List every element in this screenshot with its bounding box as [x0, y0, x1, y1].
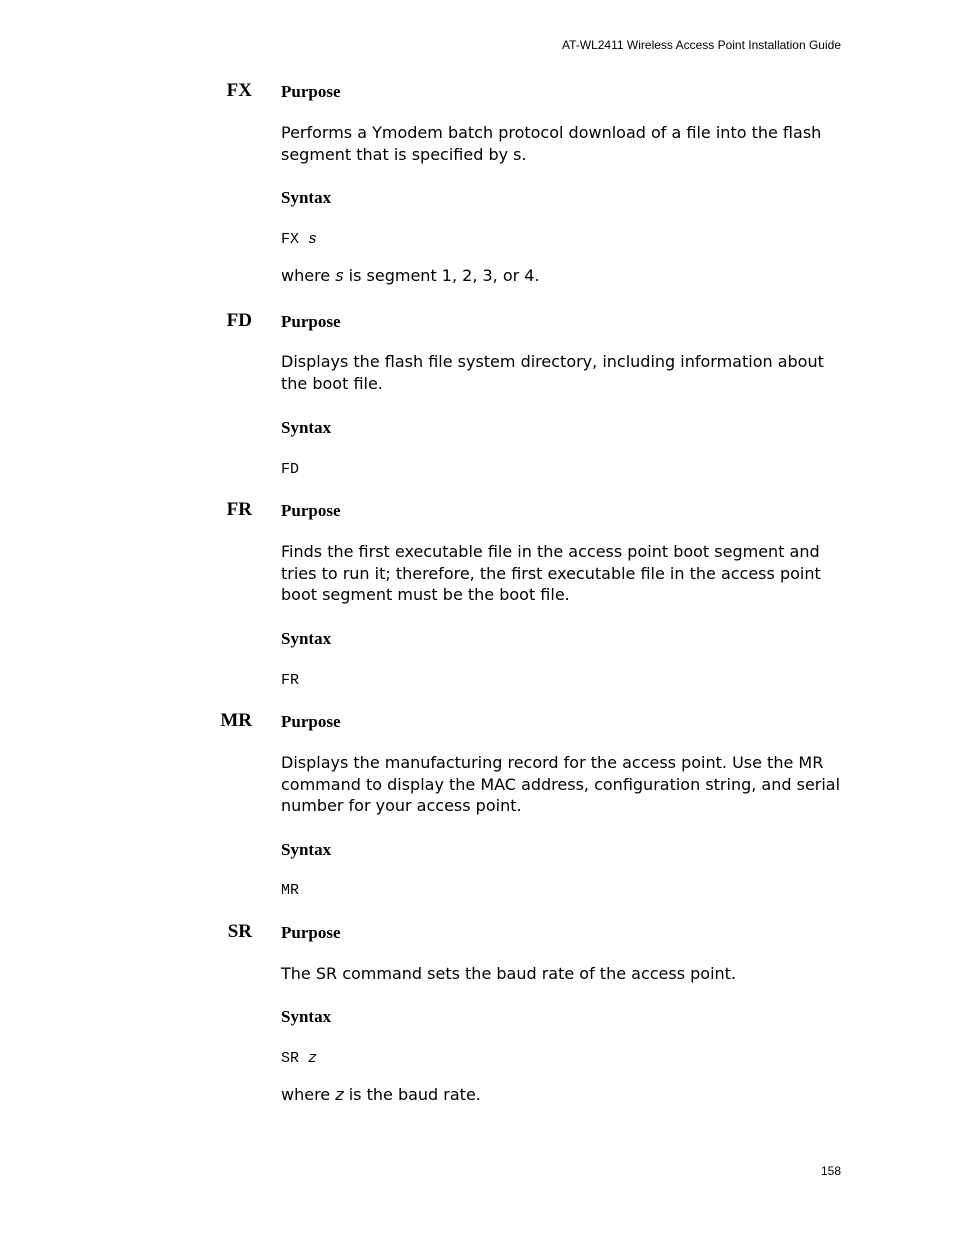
- syntax-command: FX: [281, 231, 300, 248]
- command-label-fr: FR: [226, 499, 252, 520]
- purpose-text: Performs a Ymodem batch protocol download of a file into the flash segment that is specified by s.: [281, 123, 822, 164]
- command-label-fd: FD: [226, 310, 252, 331]
- syntax-argument: s: [308, 231, 318, 248]
- syntax-command: SR: [281, 1050, 300, 1067]
- note-suffix: is the baud rate.: [343, 1085, 481, 1104]
- purpose-text: Finds the first executable file in the access point boot segment and tries to run it; therefore, the first executable file in the access point boot segment must be the boot file.: [281, 542, 821, 604]
- purpose-text: Displays the flash file system directory, including information about the boot file.: [281, 352, 824, 393]
- syntax-code: [281, 882, 299, 899]
- syntax-code: [281, 672, 299, 689]
- syntax-command: FD: [281, 461, 300, 478]
- command-label-sr: SR: [227, 921, 252, 942]
- purpose-heading: Purpose: [281, 312, 341, 331]
- syntax-heading: Syntax: [281, 629, 332, 648]
- syntax-command: MR: [281, 882, 300, 899]
- syntax-command: FR: [281, 672, 300, 689]
- note-suffix: is segment 1, 2, 3, or 4.: [343, 266, 540, 285]
- purpose-heading: Purpose: [281, 501, 341, 520]
- page-number: 158: [820, 1164, 841, 1178]
- syntax-heading: Syntax: [281, 188, 332, 207]
- note-variable: s: [335, 266, 344, 285]
- running-header: AT-WL2411 Wireless Access Point Installation Guide: [561, 38, 841, 52]
- purpose-heading: Purpose: [281, 712, 341, 731]
- purpose-heading: Purpose: [281, 923, 341, 942]
- syntax-argument: z: [308, 1050, 318, 1067]
- note-prefix: where: [281, 1085, 336, 1104]
- syntax-code: [281, 461, 299, 478]
- syntax-code: [281, 1050, 317, 1067]
- note-prefix: where: [281, 266, 336, 285]
- purpose-text: The SR command sets the baud rate of the access point.: [281, 964, 737, 983]
- command-label-fx: FX: [226, 80, 252, 101]
- syntax-heading: Syntax: [281, 840, 332, 859]
- syntax-heading: Syntax: [281, 418, 332, 437]
- syntax-code: [281, 231, 317, 248]
- note-variable: z: [335, 1085, 344, 1104]
- purpose-heading: Purpose: [281, 82, 341, 101]
- syntax-note: [281, 265, 846, 287]
- syntax-note: [281, 1084, 846, 1106]
- purpose-text: Displays the manufacturing record for the access point. Use the MR command to display the MAC address, configuration string, and serial number for your access point.: [281, 753, 841, 815]
- syntax-heading: Syntax: [281, 1007, 332, 1026]
- command-label-mr: MR: [220, 710, 252, 731]
